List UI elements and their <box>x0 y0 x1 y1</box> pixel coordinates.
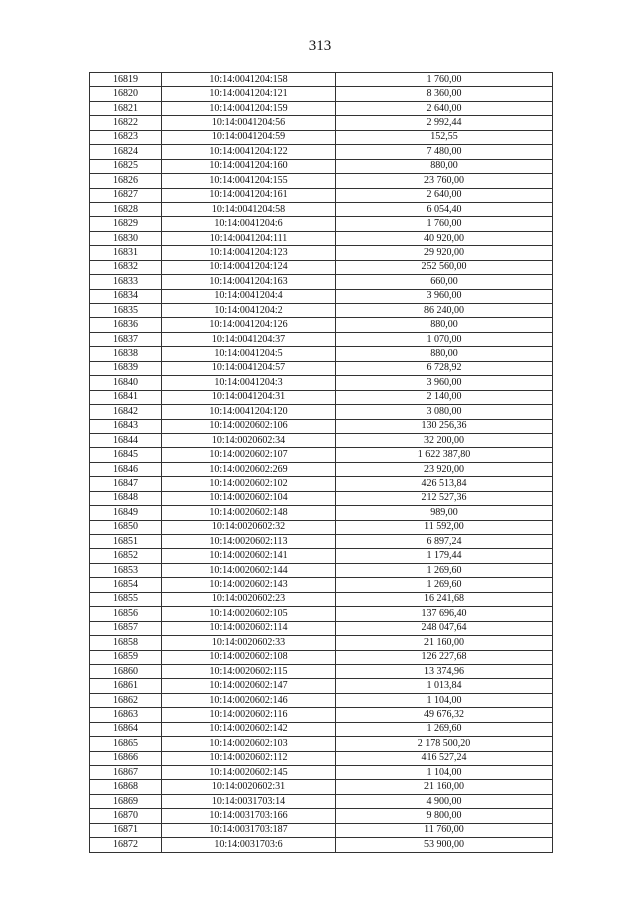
value-cell: 126 227,68 <box>336 650 553 664</box>
table-row <box>90 289 553 303</box>
value-cell: 152,55 <box>336 130 553 144</box>
row-number-cell: 16832 <box>90 260 162 274</box>
cadastral-number-cell: 10:14:0020602:103 <box>162 737 336 751</box>
table-row <box>90 246 553 260</box>
row-number-cell: 16842 <box>90 405 162 419</box>
table-row <box>90 318 553 332</box>
value-cell: 880,00 <box>336 347 553 361</box>
value-cell: 880,00 <box>336 159 553 173</box>
value-cell: 2 140,00 <box>336 390 553 404</box>
table-row <box>90 260 553 274</box>
table-body <box>90 73 553 853</box>
row-number-cell: 16857 <box>90 621 162 635</box>
row-number-cell: 16834 <box>90 289 162 303</box>
value-cell: 252 560,00 <box>336 260 553 274</box>
value-cell: 1 622 387,80 <box>336 448 553 462</box>
value-cell: 13 374,96 <box>336 664 553 678</box>
cadastral-number-cell: 10:14:0041204:6 <box>162 217 336 231</box>
table-row <box>90 231 553 245</box>
cadastral-number-cell: 10:14:0020602:269 <box>162 462 336 476</box>
cadastral-number-cell: 10:14:0020602:114 <box>162 621 336 635</box>
table-row <box>90 549 553 563</box>
value-cell: 21 160,00 <box>336 780 553 794</box>
value-cell: 660,00 <box>336 275 553 289</box>
row-number-cell: 16851 <box>90 535 162 549</box>
table-row <box>90 737 553 751</box>
table-row <box>90 347 553 361</box>
row-number-cell: 16827 <box>90 188 162 202</box>
table-row <box>90 607 553 621</box>
table-row <box>90 73 553 87</box>
cadastral-number-cell: 10:14:0020602:141 <box>162 549 336 563</box>
row-number-cell: 16859 <box>90 650 162 664</box>
row-number-cell: 16849 <box>90 506 162 520</box>
table-row <box>90 794 553 808</box>
page-number: 313 <box>308 38 332 54</box>
cadastral-number-cell: 10:14:0041204:123 <box>162 246 336 260</box>
table-row <box>90 217 553 231</box>
table-row <box>90 101 553 115</box>
value-cell: 21 160,00 <box>336 636 553 650</box>
table-row <box>90 563 553 577</box>
value-cell: 3 960,00 <box>336 376 553 390</box>
value-cell: 212 527,36 <box>336 491 553 505</box>
row-number-cell: 16858 <box>90 636 162 650</box>
cadastral-number-cell: 10:14:0020602:148 <box>162 506 336 520</box>
row-number-cell: 16863 <box>90 708 162 722</box>
table-row <box>90 809 553 823</box>
cadastral-number-cell: 10:14:0020602:113 <box>162 535 336 549</box>
table-row <box>90 419 553 433</box>
row-number-cell: 16831 <box>90 246 162 260</box>
cadastral-number-cell: 10:14:0041204:122 <box>162 145 336 159</box>
row-number-cell: 16836 <box>90 318 162 332</box>
row-number-cell: 16826 <box>90 174 162 188</box>
row-number-cell: 16839 <box>90 361 162 375</box>
row-number-cell: 16840 <box>90 376 162 390</box>
table-row <box>90 578 553 592</box>
value-cell: 23 760,00 <box>336 174 553 188</box>
value-cell: 1 013,84 <box>336 679 553 693</box>
value-cell: 1 269,60 <box>336 563 553 577</box>
row-number-cell: 16861 <box>90 679 162 693</box>
cadastral-number-cell: 10:14:0020602:147 <box>162 679 336 693</box>
row-number-cell: 16855 <box>90 592 162 606</box>
value-cell: 1 104,00 <box>336 766 553 780</box>
cadastral-number-cell: 10:14:0020602:105 <box>162 607 336 621</box>
cadastral-number-cell: 10:14:0041204:57 <box>162 361 336 375</box>
table-row <box>90 130 553 144</box>
cadastral-number-cell: 10:14:0041204:37 <box>162 332 336 346</box>
value-cell: 1 179,44 <box>336 549 553 563</box>
table-row <box>90 722 553 736</box>
cadastral-number-cell: 10:14:0041204:158 <box>162 73 336 87</box>
row-number-cell: 16853 <box>90 563 162 577</box>
table-row <box>90 520 553 534</box>
row-number-cell: 16821 <box>90 101 162 115</box>
cadastral-number-cell: 10:14:0041204:56 <box>162 116 336 130</box>
cadastral-number-cell: 10:14:0041204:4 <box>162 289 336 303</box>
cadastral-number-cell: 10:14:0041204:120 <box>162 405 336 419</box>
row-number-cell: 16830 <box>90 231 162 245</box>
cadastral-number-cell: 10:14:0041204:3 <box>162 376 336 390</box>
value-cell: 416 527,24 <box>336 751 553 765</box>
value-cell: 248 047,64 <box>336 621 553 635</box>
value-cell: 2 640,00 <box>336 188 553 202</box>
value-cell: 9 800,00 <box>336 809 553 823</box>
cadastral-number-cell: 10:14:0020602:142 <box>162 722 336 736</box>
value-cell: 2 178 500,20 <box>336 737 553 751</box>
value-cell: 6 897,24 <box>336 535 553 549</box>
row-number-cell: 16820 <box>90 87 162 101</box>
row-number-cell: 16864 <box>90 722 162 736</box>
cadastral-number-cell: 10:14:0020602:112 <box>162 751 336 765</box>
table-row <box>90 275 553 289</box>
value-cell: 11 760,00 <box>336 823 553 837</box>
cadastral-number-cell: 10:14:0020602:143 <box>162 578 336 592</box>
row-number-cell: 16848 <box>90 491 162 505</box>
cadastral-number-cell: 10:14:0020602:32 <box>162 520 336 534</box>
row-number-cell: 16835 <box>90 304 162 318</box>
cadastral-number-cell: 10:14:0031703:14 <box>162 794 336 808</box>
cadastral-number-cell: 10:14:0020602:106 <box>162 419 336 433</box>
table-row <box>90 838 553 852</box>
table-row <box>90 462 553 476</box>
row-number-cell: 16833 <box>90 275 162 289</box>
cadastral-number-cell: 10:14:0020602:146 <box>162 693 336 707</box>
cadastral-number-cell: 10:14:0020602:34 <box>162 433 336 447</box>
row-number-cell: 16819 <box>90 73 162 87</box>
table-row <box>90 823 553 837</box>
row-number-cell: 16852 <box>90 549 162 563</box>
cadastral-number-cell: 10:14:0041204:159 <box>162 101 336 115</box>
value-cell: 880,00 <box>336 318 553 332</box>
row-number-cell: 16825 <box>90 159 162 173</box>
value-cell: 137 696,40 <box>336 607 553 621</box>
cadastral-number-cell: 10:14:0020602:108 <box>162 650 336 664</box>
table-row <box>90 361 553 375</box>
value-cell: 130 256,36 <box>336 419 553 433</box>
row-number-cell: 16850 <box>90 520 162 534</box>
cadastral-number-cell: 10:14:0020602:31 <box>162 780 336 794</box>
row-number-cell: 16841 <box>90 390 162 404</box>
cadastral-number-cell: 10:14:0020602:104 <box>162 491 336 505</box>
row-number-cell: 16844 <box>90 433 162 447</box>
value-cell: 8 360,00 <box>336 87 553 101</box>
row-number-cell: 16824 <box>90 145 162 159</box>
value-cell: 11 592,00 <box>336 520 553 534</box>
row-number-cell: 16847 <box>90 477 162 491</box>
row-number-cell: 16867 <box>90 766 162 780</box>
value-cell: 7 480,00 <box>336 145 553 159</box>
cadastral-number-cell: 10:14:0041204:58 <box>162 202 336 216</box>
table-row <box>90 87 553 101</box>
value-cell: 1 269,60 <box>336 722 553 736</box>
value-cell: 16 241,68 <box>336 592 553 606</box>
row-number-cell: 16866 <box>90 751 162 765</box>
value-cell: 1 760,00 <box>336 217 553 231</box>
cadastral-number-cell: 10:14:0041204:163 <box>162 275 336 289</box>
value-cell: 1 760,00 <box>336 73 553 87</box>
row-number-cell: 16829 <box>90 217 162 231</box>
cadastral-number-cell: 10:14:0041204:126 <box>162 318 336 332</box>
table-row <box>90 693 553 707</box>
table-row <box>90 491 553 505</box>
cadastral-number-cell: 10:14:0041204:5 <box>162 347 336 361</box>
table-row <box>90 145 553 159</box>
cadastral-number-cell: 10:14:0020602:23 <box>162 592 336 606</box>
row-number-cell: 16871 <box>90 823 162 837</box>
table-row <box>90 376 553 390</box>
cadastral-number-cell: 10:14:0041204:155 <box>162 174 336 188</box>
value-cell: 4 900,00 <box>336 794 553 808</box>
value-cell: 3 080,00 <box>336 405 553 419</box>
value-cell: 3 960,00 <box>336 289 553 303</box>
table-row <box>90 304 553 318</box>
cadastral-number-cell: 10:14:0041204:111 <box>162 231 336 245</box>
value-cell: 6 054,40 <box>336 202 553 216</box>
value-cell: 1 269,60 <box>336 578 553 592</box>
table-row <box>90 751 553 765</box>
table-row <box>90 592 553 606</box>
table-row <box>90 174 553 188</box>
cadastral-number-cell: 10:14:0041204:160 <box>162 159 336 173</box>
table-row <box>90 390 553 404</box>
cadastral-number-cell: 10:14:0020602:115 <box>162 664 336 678</box>
row-number-cell: 16822 <box>90 116 162 130</box>
cadastral-number-cell: 10:14:0020602:144 <box>162 563 336 577</box>
cadastral-value-table <box>89 72 553 853</box>
value-cell: 29 920,00 <box>336 246 553 260</box>
cadastral-number-cell: 10:14:0031703:6 <box>162 838 336 852</box>
table-row <box>90 780 553 794</box>
table-row <box>90 477 553 491</box>
row-number-cell: 16843 <box>90 419 162 433</box>
table-row <box>90 708 553 722</box>
value-cell: 1 104,00 <box>336 693 553 707</box>
value-cell: 989,00 <box>336 506 553 520</box>
cadastral-number-cell: 10:14:0020602:145 <box>162 766 336 780</box>
row-number-cell: 16837 <box>90 332 162 346</box>
value-cell: 2 992,44 <box>336 116 553 130</box>
table-row <box>90 535 553 549</box>
cadastral-number-cell: 10:14:0041204:124 <box>162 260 336 274</box>
table-row <box>90 332 553 346</box>
table-row <box>90 506 553 520</box>
table-row <box>90 636 553 650</box>
table-row <box>90 621 553 635</box>
row-number-cell: 16846 <box>90 462 162 476</box>
cadastral-number-cell: 10:14:0041204:121 <box>162 87 336 101</box>
row-number-cell: 16860 <box>90 664 162 678</box>
row-number-cell: 16862 <box>90 693 162 707</box>
row-number-cell: 16845 <box>90 448 162 462</box>
table-row <box>90 766 553 780</box>
cadastral-number-cell: 10:14:0041204:161 <box>162 188 336 202</box>
value-cell: 23 920,00 <box>336 462 553 476</box>
cadastral-number-cell: 10:14:0031703:166 <box>162 809 336 823</box>
cadastral-number-cell: 10:14:0041204:59 <box>162 130 336 144</box>
value-cell: 2 640,00 <box>336 101 553 115</box>
value-cell: 6 728,92 <box>336 361 553 375</box>
table-row <box>90 664 553 678</box>
table-row <box>90 433 553 447</box>
cadastral-number-cell: 10:14:0031703:187 <box>162 823 336 837</box>
value-cell: 1 070,00 <box>336 332 553 346</box>
value-cell: 426 513,84 <box>336 477 553 491</box>
table-row <box>90 116 553 130</box>
cadastral-number-cell: 10:14:0020602:33 <box>162 636 336 650</box>
table-row <box>90 650 553 664</box>
table-row <box>90 188 553 202</box>
cadastral-number-cell: 10:14:0041204:31 <box>162 390 336 404</box>
row-number-cell: 16823 <box>90 130 162 144</box>
value-cell: 40 920,00 <box>336 231 553 245</box>
cadastral-number-cell: 10:14:0020602:116 <box>162 708 336 722</box>
table-row <box>90 405 553 419</box>
cadastral-number-cell: 10:14:0020602:107 <box>162 448 336 462</box>
row-number-cell: 16865 <box>90 737 162 751</box>
row-number-cell: 16828 <box>90 202 162 216</box>
table-row <box>90 159 553 173</box>
value-cell: 32 200,00 <box>336 433 553 447</box>
row-number-cell: 16870 <box>90 809 162 823</box>
cadastral-number-cell: 10:14:0020602:102 <box>162 477 336 491</box>
row-number-cell: 16869 <box>90 794 162 808</box>
row-number-cell: 16872 <box>90 838 162 852</box>
row-number-cell: 16838 <box>90 347 162 361</box>
value-cell: 86 240,00 <box>336 304 553 318</box>
value-cell: 49 676,32 <box>336 708 553 722</box>
cadastral-number-cell: 10:14:0041204:2 <box>162 304 336 318</box>
value-cell: 53 900,00 <box>336 838 553 852</box>
row-number-cell: 16854 <box>90 578 162 592</box>
table-row <box>90 679 553 693</box>
row-number-cell: 16856 <box>90 607 162 621</box>
table-row <box>90 202 553 216</box>
table-row <box>90 448 553 462</box>
row-number-cell: 16868 <box>90 780 162 794</box>
